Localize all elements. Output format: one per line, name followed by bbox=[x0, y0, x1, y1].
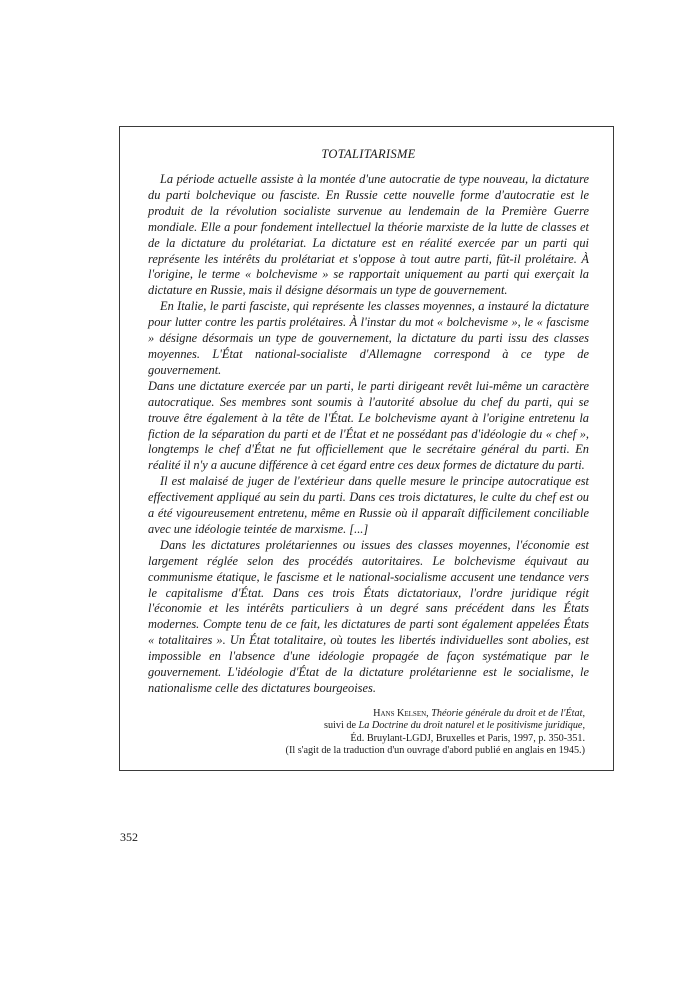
citation-line-1: Hans Kelsen, Théorie générale du droit et de l'État, bbox=[373, 707, 585, 719]
citation-note: (Il s'agit de la traduction d'un ouvrage d'abord publié en anglais en 1945.) bbox=[285, 745, 585, 757]
citation-line-2: suivi de La Doctrine du droit naturel et le positivisme juridique, bbox=[324, 720, 585, 732]
citation-followed-by: suivi de bbox=[324, 720, 356, 732]
citation-work: Théorie générale du droit et de l'État bbox=[431, 707, 583, 719]
citation-second-work: La Doctrine du droit naturel et le positivisme juridique bbox=[358, 720, 583, 732]
citation-author: Hans Kelsen bbox=[373, 707, 427, 719]
excerpt-body bbox=[148, 172, 589, 697]
excerpt-box bbox=[119, 126, 614, 771]
paragraph-2: En Italie, le parti fasciste, qui représente les classes moyennes, a instauré la dictature pour lutter contre les partis prolétaires. À l'instar du mot « bolchevisme », le « fascisme » désigne désormais un type de gouvernement, la dictature du parti issu des classes moyennes. L'État national-socialiste d'Allemagne correspond à ce type de gouvernement. bbox=[148, 299, 589, 377]
paragraph-4: Il est malaisé de juger de l'extérieur dans quelle mesure le principe autocratique est effectivement appliqué au sein du parti. Dans ces trois dictatures, le culte du chef est ou a été vigoureusement entretenu, même en Russie où il apparaît difficilement conciliable avec une idéologie teintée de marxisme. [...] bbox=[148, 474, 589, 536]
citation bbox=[148, 708, 589, 758]
paragraph-3: Dans une dictature exercée par un parti, le parti dirigeant revêt lui-même un caractère autocratique. Ses membres sont soumis à l'autorité absolue du chef du parti, qui se trouve être également à la tête de l'État. Le bolchevisme ayant à l'origine entretenu la fiction de la séparation du parti et de l'État et ne possédant pas d'idéologie du « chef », longtemps le chef d'État ne fut officiellement que le secrétaire général du parti. En réalité il n'y a aucune différence à cet égard entre ces deux formes de dictature du parti. bbox=[148, 378, 589, 473]
paragraph-1: La période actuelle assiste à la montée d'une autocratie de type nouveau, la dictature du parti bolchevique ou fasciste. En Russie cette nouvelle forme d'autocratie est le produit de la révolution socialiste survenue au lendemain de la Première Guerre mondiale. Elle a pour fondement intellectuel la théorie marxiste de la lutte de classes et de la dictature du prolétariat. La dictature est en réalité exercée par un parti qui représente les intérêts du prolétariat et s'oppose à tout autre parti, fût-il prolétaire. À l'origine, le terme « bolchevisme » se rapportait uniquement au parti qui exerçait la dictature en Russie, mais il désigne désormais un type de gouvernement. bbox=[148, 172, 589, 298]
paragraph-5: Dans les dictatures prolétariennes ou issues des classes moyennes, l'économie est largement réglée selon des procédés autoritaires. Le bolchevisme équivaut au communisme étatique, le fascisme et le national-socialisme accusent une tendance vers le capitalisme d'État. Dans ces trois États dictatoriaux, l'ordre juridique régit l'économie et les intérêts particuliers à un degré sans précédent dans les États modernes. Compte tenu de ce fait, les dictatures de parti sont également appelées États « totalitaires ». Un État totalitaire, où toutes les libertés individuelles sont abolies, est impossible en l'absence d'une idéologie propagée de façon systématique par le gouvernement. L'idéologie d'État de la dictature prolétarienne est le socialisme, le nationalisme celle des dictatures bourgeoises. bbox=[148, 537, 589, 695]
citation-publication: Éd. Bruylant-LGDJ, Bruxelles et Paris, 1997, p. 350-351. bbox=[350, 732, 585, 744]
page-number: 352 bbox=[120, 830, 138, 844]
excerpt-title: TOTALITARISME bbox=[321, 147, 416, 161]
